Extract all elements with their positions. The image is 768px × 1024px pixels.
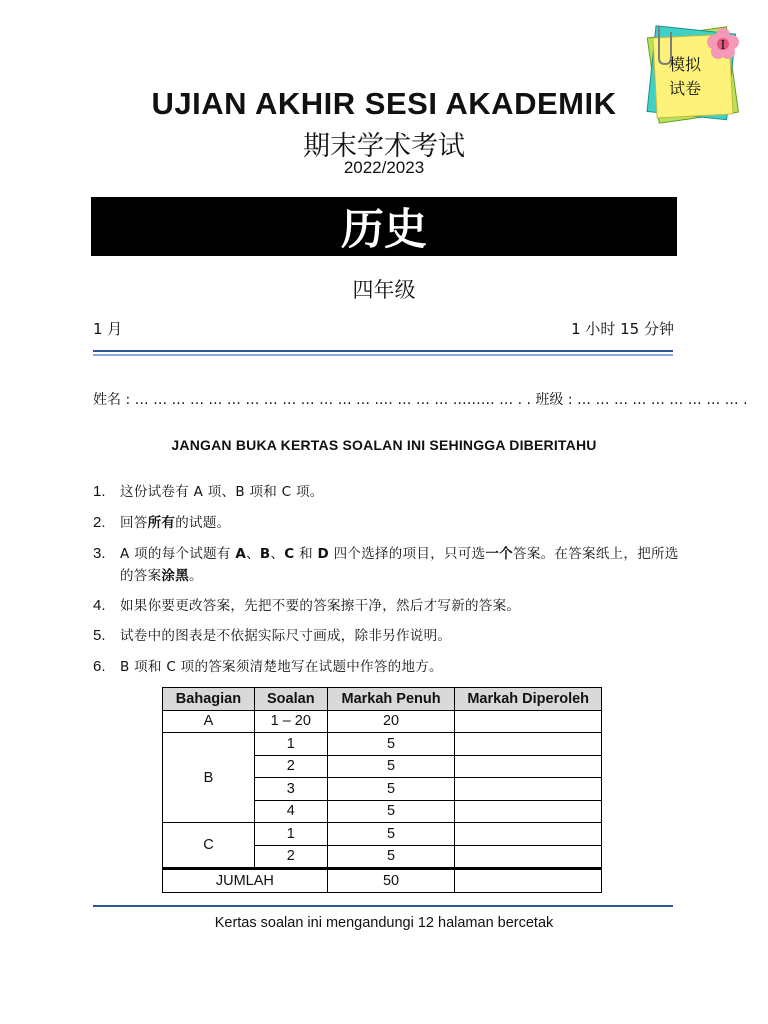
instruction-text: 这份试卷有 A 项、B 项和 C 项。 (120, 484, 324, 500)
instruction-warning: JANGAN BUKA KERTAS SOALAN INI SEHINGGA DIBERITAHU (171, 437, 597, 453)
instruction-item (93, 481, 685, 503)
instruction-number: 4. (93, 597, 106, 614)
full-marks: 5 (327, 755, 455, 778)
column-header: Markah Penuh (327, 688, 455, 711)
total-label: JUMLAH (163, 869, 328, 893)
academic-year: 2022/2023 (343, 158, 425, 177)
instruction-number: 3. (93, 545, 106, 562)
full-marks: 5 (327, 823, 455, 846)
exam-title-chinese: 期末学术考试 (303, 131, 465, 162)
question-number: 3 (254, 778, 327, 801)
full-marks: 20 (327, 710, 455, 733)
sticky-note-line1: 模拟 (668, 55, 702, 74)
sticky-note-badge: I (720, 38, 726, 53)
marks-obtained-cell[interactable] (455, 800, 602, 823)
total-full-marks: 50 (327, 869, 455, 893)
subject-name: 历史 (341, 205, 427, 255)
marks-obtained-cell[interactable] (455, 733, 602, 756)
sticky-note-line2: 试卷 (668, 79, 702, 98)
full-marks: 5 (327, 845, 455, 869)
name-class-field[interactable]: 姓名 : … … … … … … … … … … … … … .… … … … ……… … . . 班级 : … … … … … … … … … . (93, 392, 748, 408)
instruction-item (93, 625, 685, 647)
instruction-item (93, 543, 685, 587)
exam-duration: 1 小时 15 分钟 (571, 320, 674, 338)
marks-obtained-cell[interactable] (455, 823, 602, 846)
full-marks: 5 (327, 733, 455, 756)
table-row (163, 823, 602, 846)
divider-line (93, 354, 673, 356)
divider-line (93, 350, 673, 352)
question-number: 4 (254, 800, 327, 823)
full-marks: 5 (327, 778, 455, 801)
question-number: 1 (254, 823, 327, 846)
column-header: Markah Diperoleh (455, 688, 602, 711)
instruction-text: A 项的每个试题有 A、B、C 和 D 四个选择的项目，只可选一个答案。在答案纸上，把所选的答案涂黑。 (120, 546, 679, 584)
question-number: 1 (254, 733, 327, 756)
instruction-text: 回答所有的试题。 (120, 515, 231, 531)
marks-obtained-cell[interactable] (455, 845, 602, 869)
instruction-number: 5. (93, 627, 106, 644)
question-range: 1 – 20 (254, 710, 327, 733)
table-row (163, 733, 602, 756)
total-marks-obtained-cell[interactable] (455, 869, 602, 893)
instruction-text: B 项和 C 项的答案须清楚地写在试题中作答的地方。 (120, 659, 443, 675)
column-header: Soalan (254, 688, 327, 711)
question-number: 2 (254, 755, 327, 778)
marks-obtained-cell[interactable] (455, 778, 602, 801)
exam-month: 1 月 (93, 320, 123, 338)
instruction-number: 2. (93, 514, 106, 531)
table-header-row (163, 688, 602, 711)
divider-line (93, 905, 673, 907)
marks-obtained-cell[interactable] (455, 755, 602, 778)
question-number: 2 (254, 845, 327, 869)
exam-title: UJIAN AKHIR SESI AKADEMIK (151, 86, 617, 121)
instruction-text: 试卷中的图表是不依据实际尺寸画成，除非另作说明。 (120, 628, 452, 644)
instruction-text: 如果你要更改答案，先把不要的答案擦干净，然后才写新的答案。 (120, 598, 521, 614)
subject-banner (91, 197, 677, 256)
sticky-note-icon (637, 18, 749, 134)
instruction-item (93, 656, 685, 678)
instruction-item (93, 595, 685, 617)
instruction-number: 1. (93, 483, 106, 500)
section-label: B (163, 733, 255, 823)
full-marks: 5 (327, 800, 455, 823)
instruction-number: 6. (93, 658, 106, 675)
column-header: Bahagian (163, 688, 255, 711)
page-count-note: Kertas soalan ini mengandungi 12 halaman bercetak (214, 915, 554, 931)
marks-obtained-cell[interactable] (455, 710, 602, 733)
section-label: C (163, 823, 255, 869)
grade-level: 四年级 (352, 278, 416, 302)
section-label: A (163, 710, 255, 733)
score-table (162, 687, 602, 893)
table-total-row (163, 869, 602, 893)
table-row (163, 710, 602, 733)
instruction-item (93, 512, 685, 534)
